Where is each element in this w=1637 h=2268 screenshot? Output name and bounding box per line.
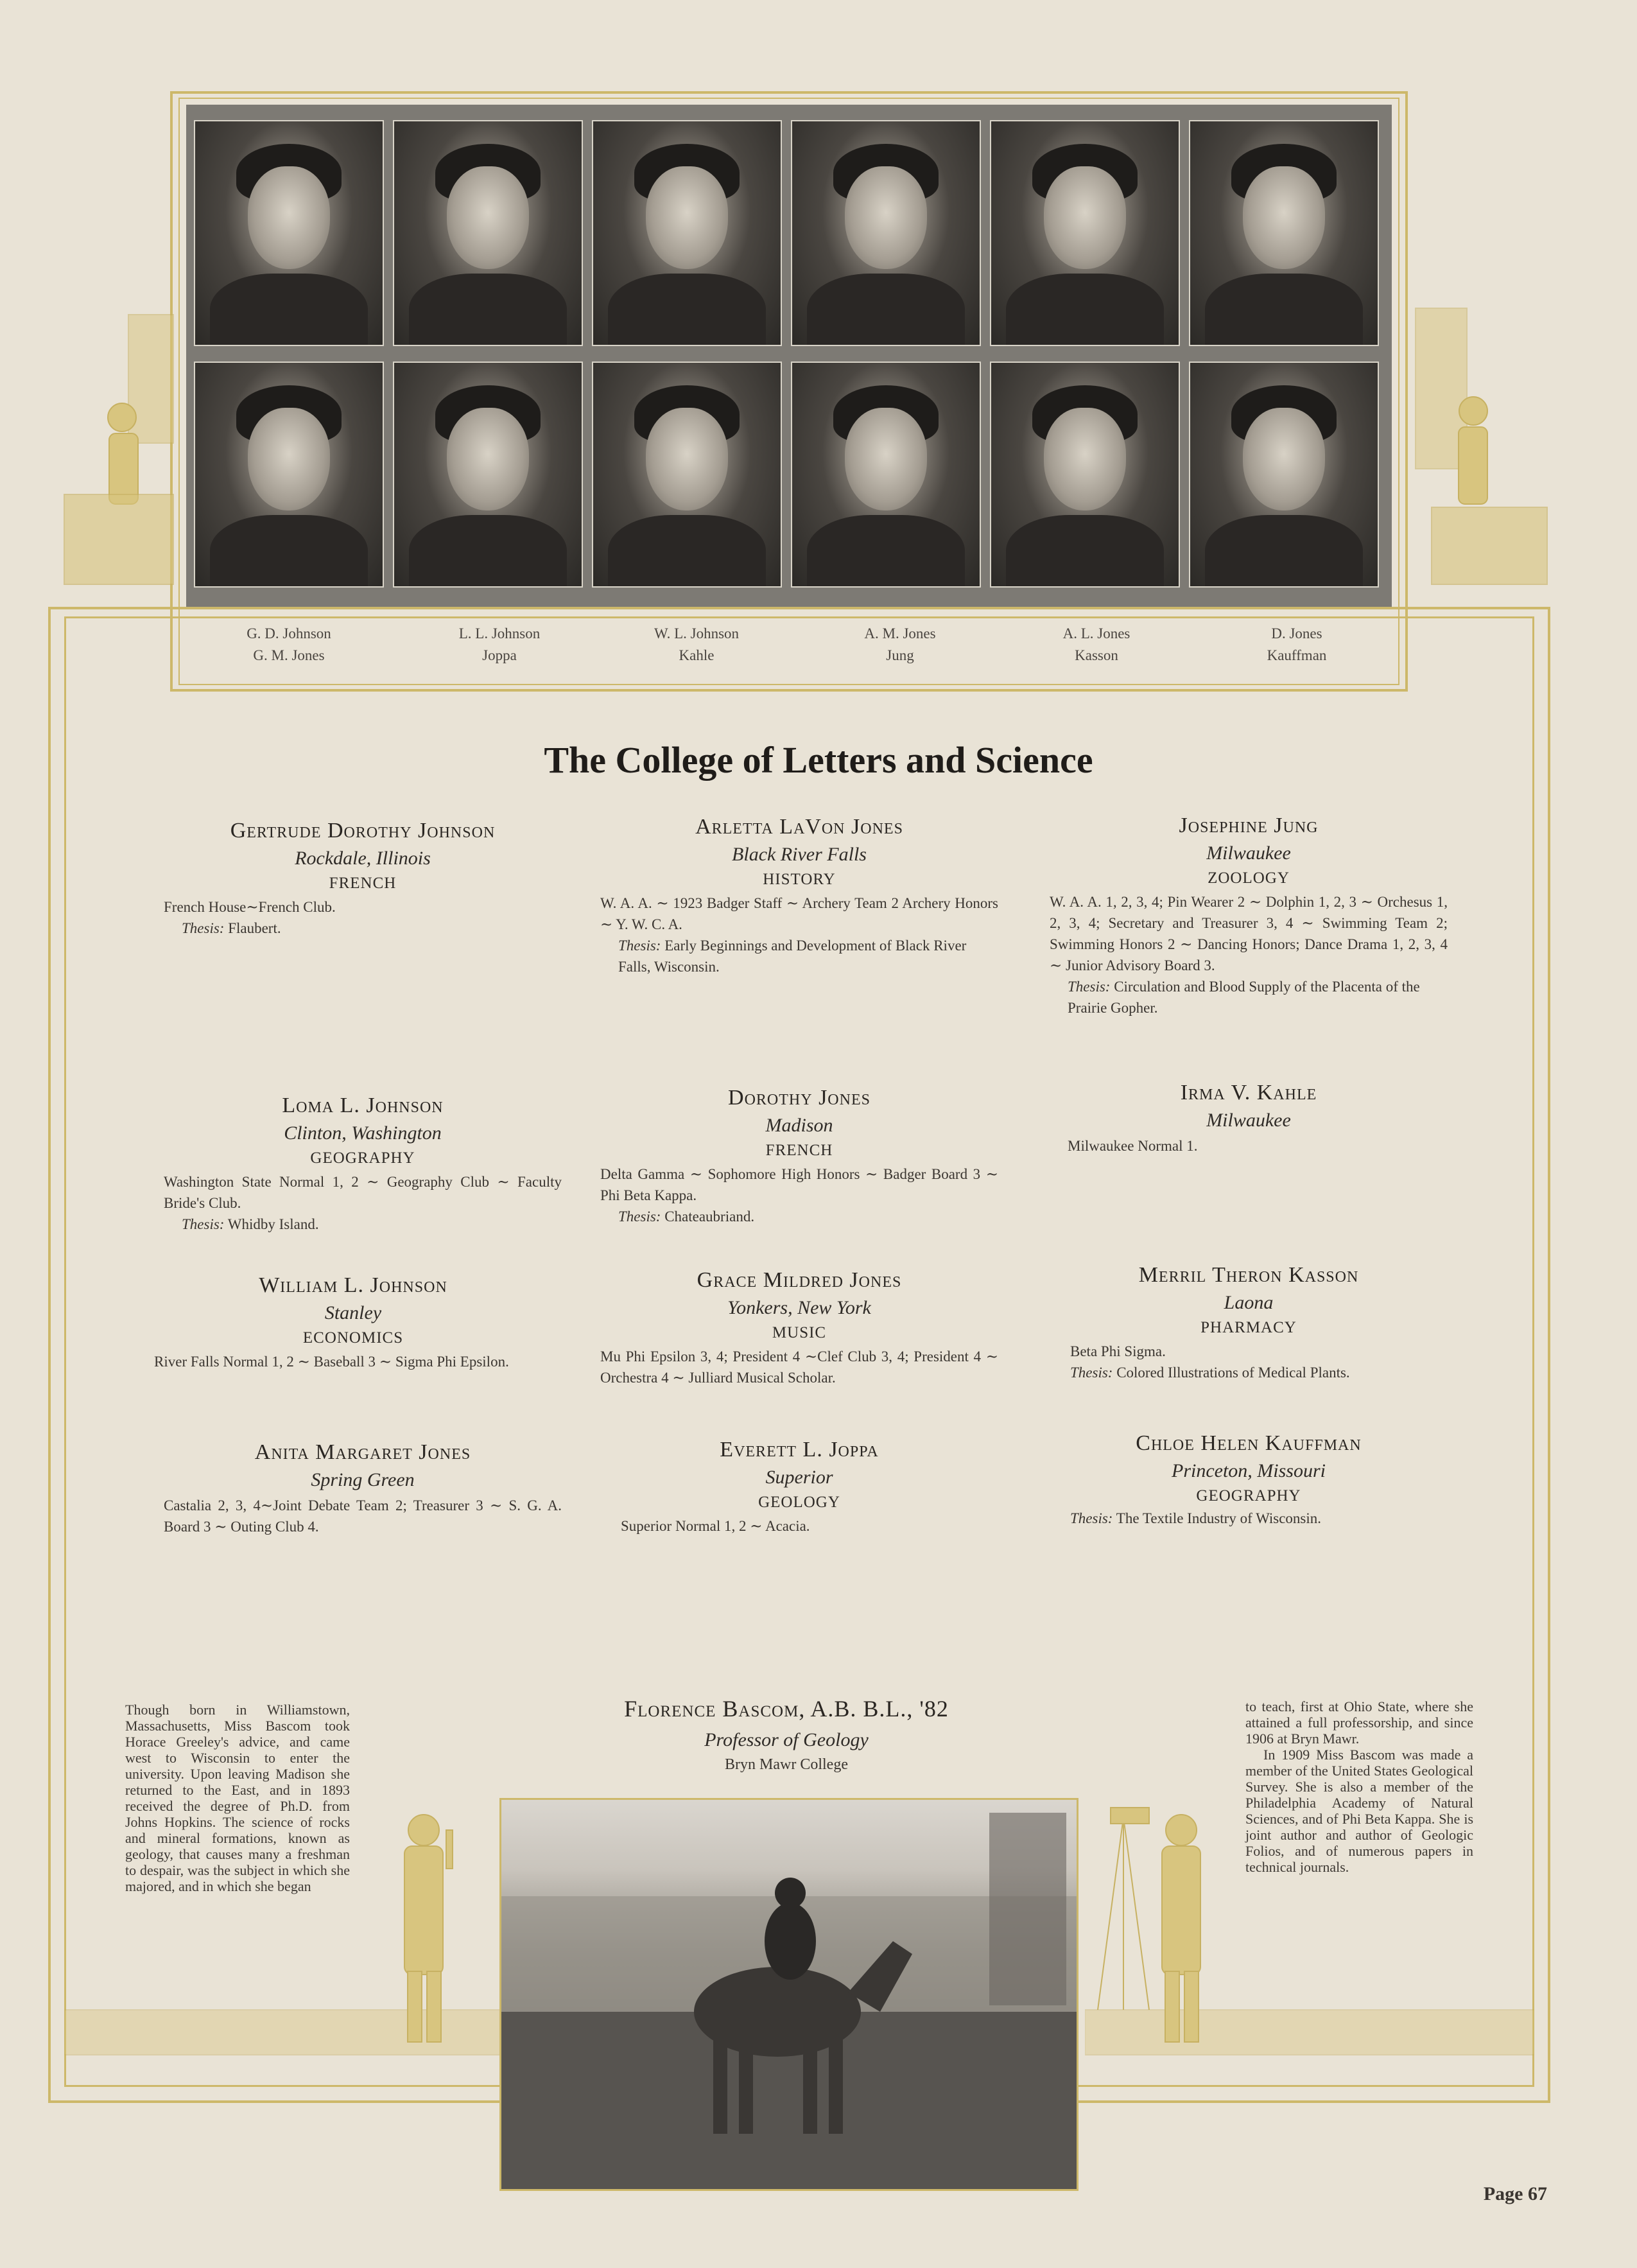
portrait-photo — [791, 120, 981, 346]
photo-caption: L. L. Johnson Joppa — [458, 625, 541, 663]
student-town: Yonkers, New York — [727, 1297, 871, 1318]
student-entry — [600, 1084, 998, 1227]
student-activities: Superior Normal 1, 2 ∼ Acacia. — [621, 1518, 810, 1534]
student-name: Everett L. Joppa — [720, 1438, 879, 1461]
student-subject: ZOOLOGY — [1208, 869, 1290, 887]
student-name: Loma L. Johnson — [282, 1094, 444, 1117]
student-town: Clinton, Washington — [284, 1122, 442, 1144]
student-entry — [600, 813, 998, 977]
portrait-photo — [1189, 120, 1379, 346]
portrait-photo — [194, 120, 384, 346]
student-town: Madison — [765, 1115, 833, 1136]
feature-left-text: Though born in Williamstown, Massachusetts, Miss Bascom took Horace Greeley's advice, and came west to Wisconsin to enter the university. Upon leaving Madison she returned to the East, and in 1893 received the degree of Ph.D. from Johns Hopkins. The science of rocks and mineral formations, known as geology, that causes many a freshman to despair, was the subject in which she majored, and in which she began — [125, 1702, 350, 1894]
right-top-illustration — [1412, 302, 1554, 591]
student-thesis: Thesis: Early Beginnings and Development of Black River Falls, Wisconsin. — [618, 938, 967, 975]
student-subject: PHARMACY — [1200, 1319, 1297, 1336]
student-town: Milwaukee — [1206, 842, 1291, 864]
student-name: Anita Margaret Jones — [254, 1440, 471, 1464]
left-top-illustration — [51, 302, 180, 591]
student-entry — [1050, 1429, 1448, 1529]
student-subject: ECONOMICS — [302, 1329, 404, 1347]
student-subject: FRENCH — [329, 875, 397, 892]
student-town: Laona — [1224, 1292, 1274, 1313]
student-thesis: Thesis: Flaubert. — [182, 920, 281, 936]
student-name: Chloe Helen Kauffman — [1136, 1431, 1362, 1455]
student-activities: Mu Phi Epsilon 3, 4; President 4 ∼Clef Club 3, 4; President 4 ∼ Orchestra 4 ∼ Julliard Musical Scholar. — [600, 1348, 998, 1386]
portrait-grid — [186, 105, 1392, 607]
student-entry — [1050, 1079, 1448, 1156]
student-name: Merril Theron Kasson — [1138, 1263, 1359, 1287]
student-name: Arletta LaVon Jones — [695, 815, 903, 839]
photo-caption: A. M. Jones Jung — [864, 625, 936, 663]
portrait-photo — [990, 120, 1180, 346]
student-name: Josephine Jung — [1179, 814, 1319, 837]
feature-title: Professor of Geology — [704, 1729, 869, 1750]
photo-caption: D. Jones Kauffman — [1267, 625, 1327, 663]
student-entry — [600, 1436, 998, 1537]
student-subject: FRENCH — [765, 1142, 833, 1159]
portrait-photo — [194, 362, 384, 588]
horse-rider-photo — [499, 1798, 1078, 2191]
page-title: The College of Letters and Science — [544, 739, 1093, 781]
student-name: Grace Mildred Jones — [697, 1268, 902, 1292]
student-subject: GEOLOGY — [758, 1494, 840, 1511]
photo-caption: W. L. Johnson Kahle — [654, 625, 740, 663]
student-thesis: Thesis: The Textile Industry of Wisconsin. — [1070, 1510, 1322, 1526]
student-subject: MUSIC — [772, 1324, 827, 1341]
student-activities: Castalia 2, 3, 4∼Joint Debate Team 2; Treasurer 3 ∼ S. G. A. Board 3 ∼ Outing Club 4. — [164, 1497, 562, 1535]
portrait-photo — [791, 362, 981, 588]
student-entry — [154, 1271, 552, 1372]
student-thesis: Thesis: Whidby Island. — [182, 1216, 319, 1232]
student-thesis: Thesis: Circulation and Blood Supply of the Placenta of the Prairie Gopher. — [1068, 979, 1420, 1016]
portrait-photo — [592, 362, 782, 588]
feature-name: Florence Bascom, A.B. B.L., '82 — [624, 1696, 949, 1722]
student-entry — [164, 1092, 562, 1235]
portrait-photo — [393, 362, 583, 588]
photo-caption: G. D. Johnson G. M. Jones — [247, 625, 331, 663]
student-entry — [600, 1266, 998, 1388]
student-subject: GEOGRAPHY — [1196, 1487, 1301, 1505]
student-town: Superior — [765, 1467, 833, 1488]
student-thesis: Thesis: Colored Illustrations of Medical Plants. — [1070, 1365, 1350, 1381]
student-activities: Delta Gamma ∼ Sophomore High Honors ∼ Badger Board 3 ∼ Phi Beta Kappa. — [600, 1166, 998, 1203]
student-entry — [164, 1438, 562, 1537]
student-town: Spring Green — [311, 1469, 415, 1490]
student-subject: GEOGRAPHY — [310, 1149, 415, 1167]
student-name: Gertrude Dorothy Johnson — [230, 819, 496, 842]
student-town: Princeton, Missouri — [1172, 1460, 1326, 1481]
student-entry — [1050, 812, 1448, 1018]
student-entry — [1050, 1261, 1448, 1383]
student-name: William L. Johnson — [259, 1273, 447, 1297]
student-town: Black River Falls — [732, 844, 867, 865]
student-activities: French House∼French Club. — [164, 899, 336, 915]
portrait-photo — [990, 362, 1180, 588]
student-town: Stanley — [324, 1302, 382, 1323]
student-activities: Washington State Normal 1, 2 ∼ Geography Club ∼ Faculty Bride's Club. — [164, 1174, 562, 1211]
student-entry — [164, 817, 562, 939]
student-activities: W. A. A. 1, 2, 3, 4; Pin Wearer 2 ∼ Dolphin 1, 2, 3 ∼ Orchesus 1, 2, 3, 4; Secretary and Treasurer 3, 4 ∼ Swimming Team 2; Swimming Honors 2 ∼ Dancing Honors; Dance Drama 1, 2, 3, 4 ∼ Junior Advisory Board 3. — [1050, 894, 1448, 973]
student-thesis: Thesis: Chateaubriand. — [618, 1208, 755, 1225]
student-activities: W. A. A. ∼ 1923 Badger Staff ∼ Archery Team 2 Archery Honors ∼ Y. W. C. A. — [600, 895, 998, 932]
portrait-photo — [1189, 362, 1379, 588]
feature-college: Bryn Mawr College — [725, 1756, 848, 1773]
student-town: Rockdale, Illinois — [295, 848, 431, 869]
student-name: Irma V. Kahle — [1180, 1081, 1317, 1104]
student-activities: Beta Phi Sigma. — [1070, 1343, 1166, 1359]
portrait-photo — [592, 120, 782, 346]
photo-caption: A. L. Jones Kasson — [1062, 625, 1130, 663]
student-name: Dorothy Jones — [728, 1086, 870, 1110]
student-subject: HISTORY — [763, 871, 836, 888]
student-activities: River Falls Normal 1, 2 ∼ Baseball 3 ∼ Sigma Phi Epsilon. — [154, 1354, 509, 1370]
student-town: Milwaukee — [1206, 1110, 1291, 1131]
student-activities: Milwaukee Normal 1. — [1068, 1138, 1198, 1154]
page-number: Page 67 — [1483, 2183, 1547, 2204]
feature-right-text: to teach, first at Ohio State, where she attained a full professorship, and since 1906 at Bryn Mawr. In 1909 Miss Bascom was made a member of the United States Geological Survey. She is also a member of the Philadelphia Academy of Natural Sciences, and of Phi Beta Kappa. She is joint author and author of Geologic Folios, and of numerous papers in technical journals. — [1245, 1698, 1473, 1875]
portrait-photo — [393, 120, 583, 346]
